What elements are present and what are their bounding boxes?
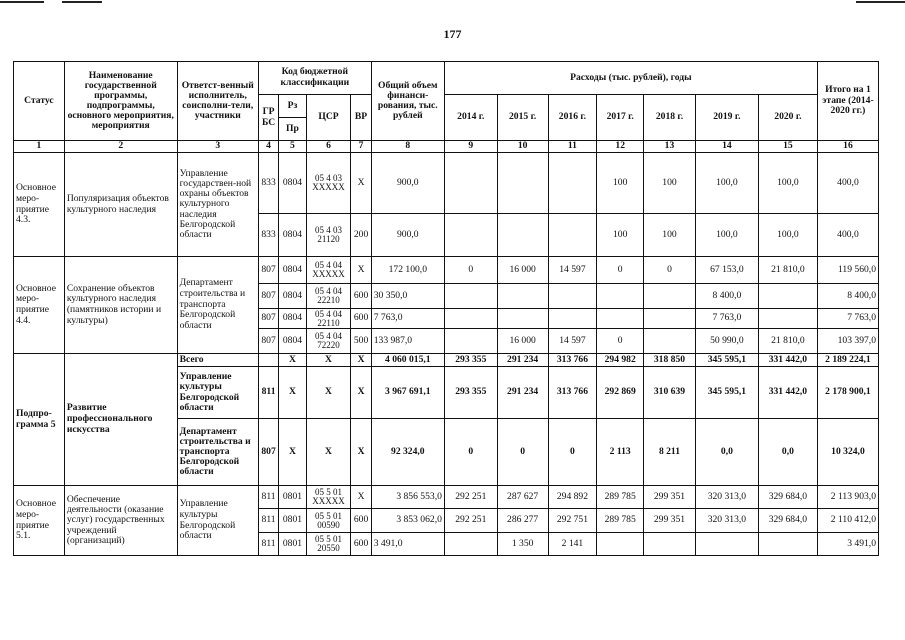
year-cell	[444, 309, 497, 329]
budget-table	[13, 61, 879, 556]
stage-total-cell: 10 324,0	[817, 419, 878, 486]
grbs-cell: 833	[258, 214, 278, 257]
year-cell: 8 211	[644, 419, 696, 486]
grbs-cell: 833	[258, 153, 278, 214]
header-grbs: ГР БС	[258, 95, 278, 141]
header-pr: Пр	[279, 118, 306, 141]
vr-cell: Х	[351, 257, 371, 284]
year-cell	[758, 284, 817, 309]
stage-total-cell: 400,0	[817, 153, 878, 214]
year-cell: 318 850	[644, 354, 696, 367]
year-cell: 286 277	[497, 509, 548, 533]
year-cell: 100,0	[758, 214, 817, 257]
header-year-2015: 2015 г.	[497, 95, 548, 141]
year-cell	[497, 309, 548, 329]
column-number: 15	[758, 141, 817, 153]
total-cell: 900,0	[371, 214, 444, 257]
year-cell	[644, 284, 696, 309]
year-cell	[444, 153, 497, 214]
total-cell: 4 060 015,1	[371, 354, 444, 367]
header-csr: ЦСР	[306, 95, 351, 141]
year-cell: 313 766	[548, 367, 597, 419]
grbs-cell: 811	[258, 533, 278, 556]
year-cell: 291 234	[497, 367, 548, 419]
year-cell: 100	[644, 153, 696, 214]
column-number: 13	[644, 141, 696, 153]
year-cell	[758, 309, 817, 329]
grbs-cell: 811	[258, 509, 278, 533]
year-cell: 0	[597, 257, 644, 284]
crop-mark-right	[856, 1, 905, 3]
year-cell: 292 251	[444, 509, 497, 533]
header-year-2016: 2016 г.	[548, 95, 597, 141]
stage-total-cell: 103 397,0	[817, 329, 878, 354]
column-number: 1	[14, 141, 65, 153]
stage-total-cell: 3 491,0	[817, 533, 878, 556]
year-cell: 100,0	[758, 153, 817, 214]
header-budget-code: Код бюджетной классификации	[258, 62, 371, 95]
rz-pr-cell: 0804	[279, 214, 306, 257]
year-cell: 345 595,1	[695, 354, 758, 367]
year-cell	[444, 284, 497, 309]
year-cell	[548, 284, 597, 309]
vr-cell: Х	[351, 153, 371, 214]
column-number: 8	[371, 141, 444, 153]
executor-cell: Всего	[177, 354, 258, 367]
column-number: 7	[351, 141, 371, 153]
rz-pr-cell: 0804	[279, 153, 306, 214]
column-number: 3	[177, 141, 258, 153]
year-cell	[758, 533, 817, 556]
year-cell: 289 785	[597, 509, 644, 533]
rz-pr-cell: 0804	[279, 309, 306, 329]
column-number: 5	[279, 141, 306, 153]
vr-cell: Х	[351, 354, 371, 367]
year-cell: 100,0	[695, 153, 758, 214]
year-cell	[444, 214, 497, 257]
executor-cell: Департамент строительства и транспорта Белгородской области	[177, 419, 258, 486]
year-cell: 313 766	[548, 354, 597, 367]
year-cell: 292 869	[597, 367, 644, 419]
year-cell: 320 313,0	[695, 509, 758, 533]
year-cell: 331 442,0	[758, 367, 817, 419]
year-cell	[548, 309, 597, 329]
year-cell	[444, 329, 497, 354]
column-number: 16	[817, 141, 878, 153]
grbs-cell: 807	[258, 419, 278, 486]
rz-pr-cell: 0804	[279, 329, 306, 354]
grbs-cell: 811	[258, 486, 278, 509]
grbs-cell: 811	[258, 367, 278, 419]
executor-cell: Управление культуры Белгородской области	[177, 367, 258, 419]
year-cell: 331 442,0	[758, 354, 817, 367]
crop-mark-left	[0, 1, 44, 3]
vr-cell: 600	[351, 509, 371, 533]
year-cell: 14 597	[548, 329, 597, 354]
year-cell	[548, 153, 597, 214]
year-cell	[695, 533, 758, 556]
header-year-2018: 2018 г.	[644, 95, 696, 141]
year-cell: 100,0	[695, 214, 758, 257]
year-cell: 292 251	[444, 486, 497, 509]
grbs-cell: 807	[258, 257, 278, 284]
year-cell: 329 684,0	[758, 486, 817, 509]
csr-cell: 05 4 03 21120	[306, 214, 351, 257]
year-cell: 310 639	[644, 367, 696, 419]
year-cell: 0	[597, 329, 644, 354]
year-cell: 299 351	[644, 509, 696, 533]
csr-cell: 05 5 01 20550	[306, 533, 351, 556]
status-cell: Подпро-грамма 5	[14, 354, 65, 486]
year-cell: 1 350	[497, 533, 548, 556]
year-cell: 287 627	[497, 486, 548, 509]
rz-pr-cell: Х	[279, 367, 306, 419]
year-cell: 299 351	[644, 486, 696, 509]
year-cell	[444, 533, 497, 556]
vr-cell: Х	[351, 486, 371, 509]
name-cell: Сохранение объектов культурного наследия (памятников истории и культуры)	[64, 257, 177, 354]
year-cell: 0,0	[695, 419, 758, 486]
year-cell: 292 751	[548, 509, 597, 533]
year-cell	[497, 214, 548, 257]
year-cell	[548, 214, 597, 257]
year-cell: 67 153,0	[695, 257, 758, 284]
header-rz: Рз	[279, 95, 306, 118]
year-cell: 345 595,1	[695, 367, 758, 419]
column-number: 11	[548, 141, 597, 153]
status-cell: Основное меро-приятие 4.4.	[14, 257, 65, 354]
year-cell: 289 785	[597, 486, 644, 509]
column-number: 6	[306, 141, 351, 153]
year-cell: 329 684,0	[758, 509, 817, 533]
year-cell	[497, 284, 548, 309]
year-cell: 0	[497, 419, 548, 486]
header-year-2020: 2020 г.	[758, 95, 817, 141]
executor-cell: Управление государствен-ной охраны объектов культурного наследия Белгородской области	[177, 153, 258, 257]
year-cell: 293 355	[444, 354, 497, 367]
stage-total-cell: 2 189 224,1	[817, 354, 878, 367]
table-row	[14, 153, 879, 214]
year-cell: 100	[644, 214, 696, 257]
crop-mark-left-2	[62, 1, 102, 3]
name-cell: Развитие профессионального искусства	[64, 354, 177, 486]
csr-cell: 05 4 04 22210	[306, 284, 351, 309]
header-vr: ВР	[351, 95, 371, 141]
column-number-row	[14, 141, 879, 153]
year-cell: 0	[444, 419, 497, 486]
vr-cell: 600	[351, 533, 371, 556]
year-cell: 100	[597, 153, 644, 214]
total-cell: 92 324,0	[371, 419, 444, 486]
name-cell: Обеспечение деятельности (оказание услуг) государственных учреждений (организаций)	[64, 486, 177, 556]
csr-cell: 05 4 04 22110	[306, 309, 351, 329]
header-row-1	[14, 62, 879, 95]
rz-pr-cell: 0804	[279, 284, 306, 309]
year-cell: 16 000	[497, 257, 548, 284]
column-number: 2	[64, 141, 177, 153]
csr-cell: 05 4 04 72220	[306, 329, 351, 354]
grbs-cell	[258, 354, 278, 367]
total-cell: 172 100,0	[371, 257, 444, 284]
executor-cell: Управление культуры Белгородской области	[177, 486, 258, 556]
vr-cell: 500	[351, 329, 371, 354]
vr-cell: 600	[351, 284, 371, 309]
header-year-2019: 2019 г.	[695, 95, 758, 141]
year-cell: 293 355	[444, 367, 497, 419]
total-cell: 3 856 553,0	[371, 486, 444, 509]
year-cell	[597, 309, 644, 329]
year-cell	[597, 533, 644, 556]
year-cell	[644, 309, 696, 329]
status-cell: Основное меро-приятие 5.1.	[14, 486, 65, 556]
csr-cell: 05 4 03 ХХХХХ	[306, 153, 351, 214]
year-cell	[497, 153, 548, 214]
year-cell: 0	[644, 257, 696, 284]
table-row	[14, 354, 879, 367]
rz-pr-cell: 0804	[279, 257, 306, 284]
csr-cell: Х	[306, 419, 351, 486]
stage-total-cell: 400,0	[817, 214, 878, 257]
csr-cell: Х	[306, 354, 351, 367]
stage-total-cell: 2 178 900,1	[817, 367, 878, 419]
year-cell: 2 113	[597, 419, 644, 486]
rz-pr-cell: Х	[279, 354, 306, 367]
rz-pr-cell: 0801	[279, 533, 306, 556]
vr-cell: 600	[351, 309, 371, 329]
header-status: Статус	[14, 62, 65, 141]
column-number: 14	[695, 141, 758, 153]
column-number: 12	[597, 141, 644, 153]
year-cell: 50 990,0	[695, 329, 758, 354]
total-cell: 900,0	[371, 153, 444, 214]
total-cell: 3 853 062,0	[371, 509, 444, 533]
year-cell: 7 763,0	[695, 309, 758, 329]
year-cell: 320 313,0	[695, 486, 758, 509]
total-cell: 3 491,0	[371, 533, 444, 556]
header-expenses: Расходы (тыс. рублей), годы	[444, 62, 817, 95]
csr-cell: 05 5 01 ХХХХХ	[306, 486, 351, 509]
csr-cell: 05 4 04 ХХХХХ	[306, 257, 351, 284]
year-cell: 21 810,0	[758, 257, 817, 284]
header-total: Общий объем финанси-рования, тыс. рублей	[371, 62, 444, 141]
stage-total-cell: 7 763,0	[817, 309, 878, 329]
year-cell: 294 982	[597, 354, 644, 367]
year-cell	[644, 329, 696, 354]
csr-cell: 05 5 01 00590	[306, 509, 351, 533]
table-row	[14, 257, 879, 284]
header-executor: Ответст-венный исполнитель, соисполни-тели, участники	[177, 62, 258, 141]
year-cell: 0,0	[758, 419, 817, 486]
year-cell: 21 810,0	[758, 329, 817, 354]
grbs-cell: 807	[258, 309, 278, 329]
header-year-2017: 2017 г.	[597, 95, 644, 141]
stage-total-cell: 8 400,0	[817, 284, 878, 309]
header-name: Наименование государственной программы, подпрограммы, основного мероприятия, мероприятия	[64, 62, 177, 141]
stage-total-cell: 2 113 903,0	[817, 486, 878, 509]
status-cell: Основное меро-приятие 4.3.	[14, 153, 65, 257]
year-cell: 16 000	[497, 329, 548, 354]
name-cell: Популяризация объектов культурного наследия	[64, 153, 177, 257]
column-number: 4	[258, 141, 278, 153]
total-cell: 7 763,0	[371, 309, 444, 329]
column-number: 10	[497, 141, 548, 153]
vr-cell: Х	[351, 367, 371, 419]
year-cell	[644, 533, 696, 556]
executor-cell: Департамент строительства и транспорта Белгородской области	[177, 257, 258, 354]
csr-cell: Х	[306, 367, 351, 419]
table-row	[14, 486, 879, 509]
year-cell: 14 597	[548, 257, 597, 284]
year-cell: 8 400,0	[695, 284, 758, 309]
year-cell: 2 141	[548, 533, 597, 556]
rz-pr-cell: 0801	[279, 486, 306, 509]
rz-pr-cell: Х	[279, 419, 306, 486]
year-cell: 0	[548, 419, 597, 486]
total-cell: 3 967 691,1	[371, 367, 444, 419]
year-cell: 294 892	[548, 486, 597, 509]
grbs-cell: 807	[258, 329, 278, 354]
vr-cell: 200	[351, 214, 371, 257]
grbs-cell: 807	[258, 284, 278, 309]
vr-cell: Х	[351, 419, 371, 486]
column-number: 9	[444, 141, 497, 153]
year-cell	[597, 284, 644, 309]
year-cell: 100	[597, 214, 644, 257]
rz-pr-cell: 0801	[279, 509, 306, 533]
page-number: 177	[443, 27, 462, 41]
year-cell: 0	[444, 257, 497, 284]
total-cell: 133 987,0	[371, 329, 444, 354]
year-cell: 291 234	[497, 354, 548, 367]
total-cell: 30 350,0	[371, 284, 444, 309]
header-year-2014: 2014 г.	[444, 95, 497, 141]
stage-total-cell: 2 110 412,0	[817, 509, 878, 533]
header-stage-total: Итого на 1 этапе (2014-2020 гг.)	[817, 62, 878, 141]
stage-total-cell: 119 560,0	[817, 257, 878, 284]
